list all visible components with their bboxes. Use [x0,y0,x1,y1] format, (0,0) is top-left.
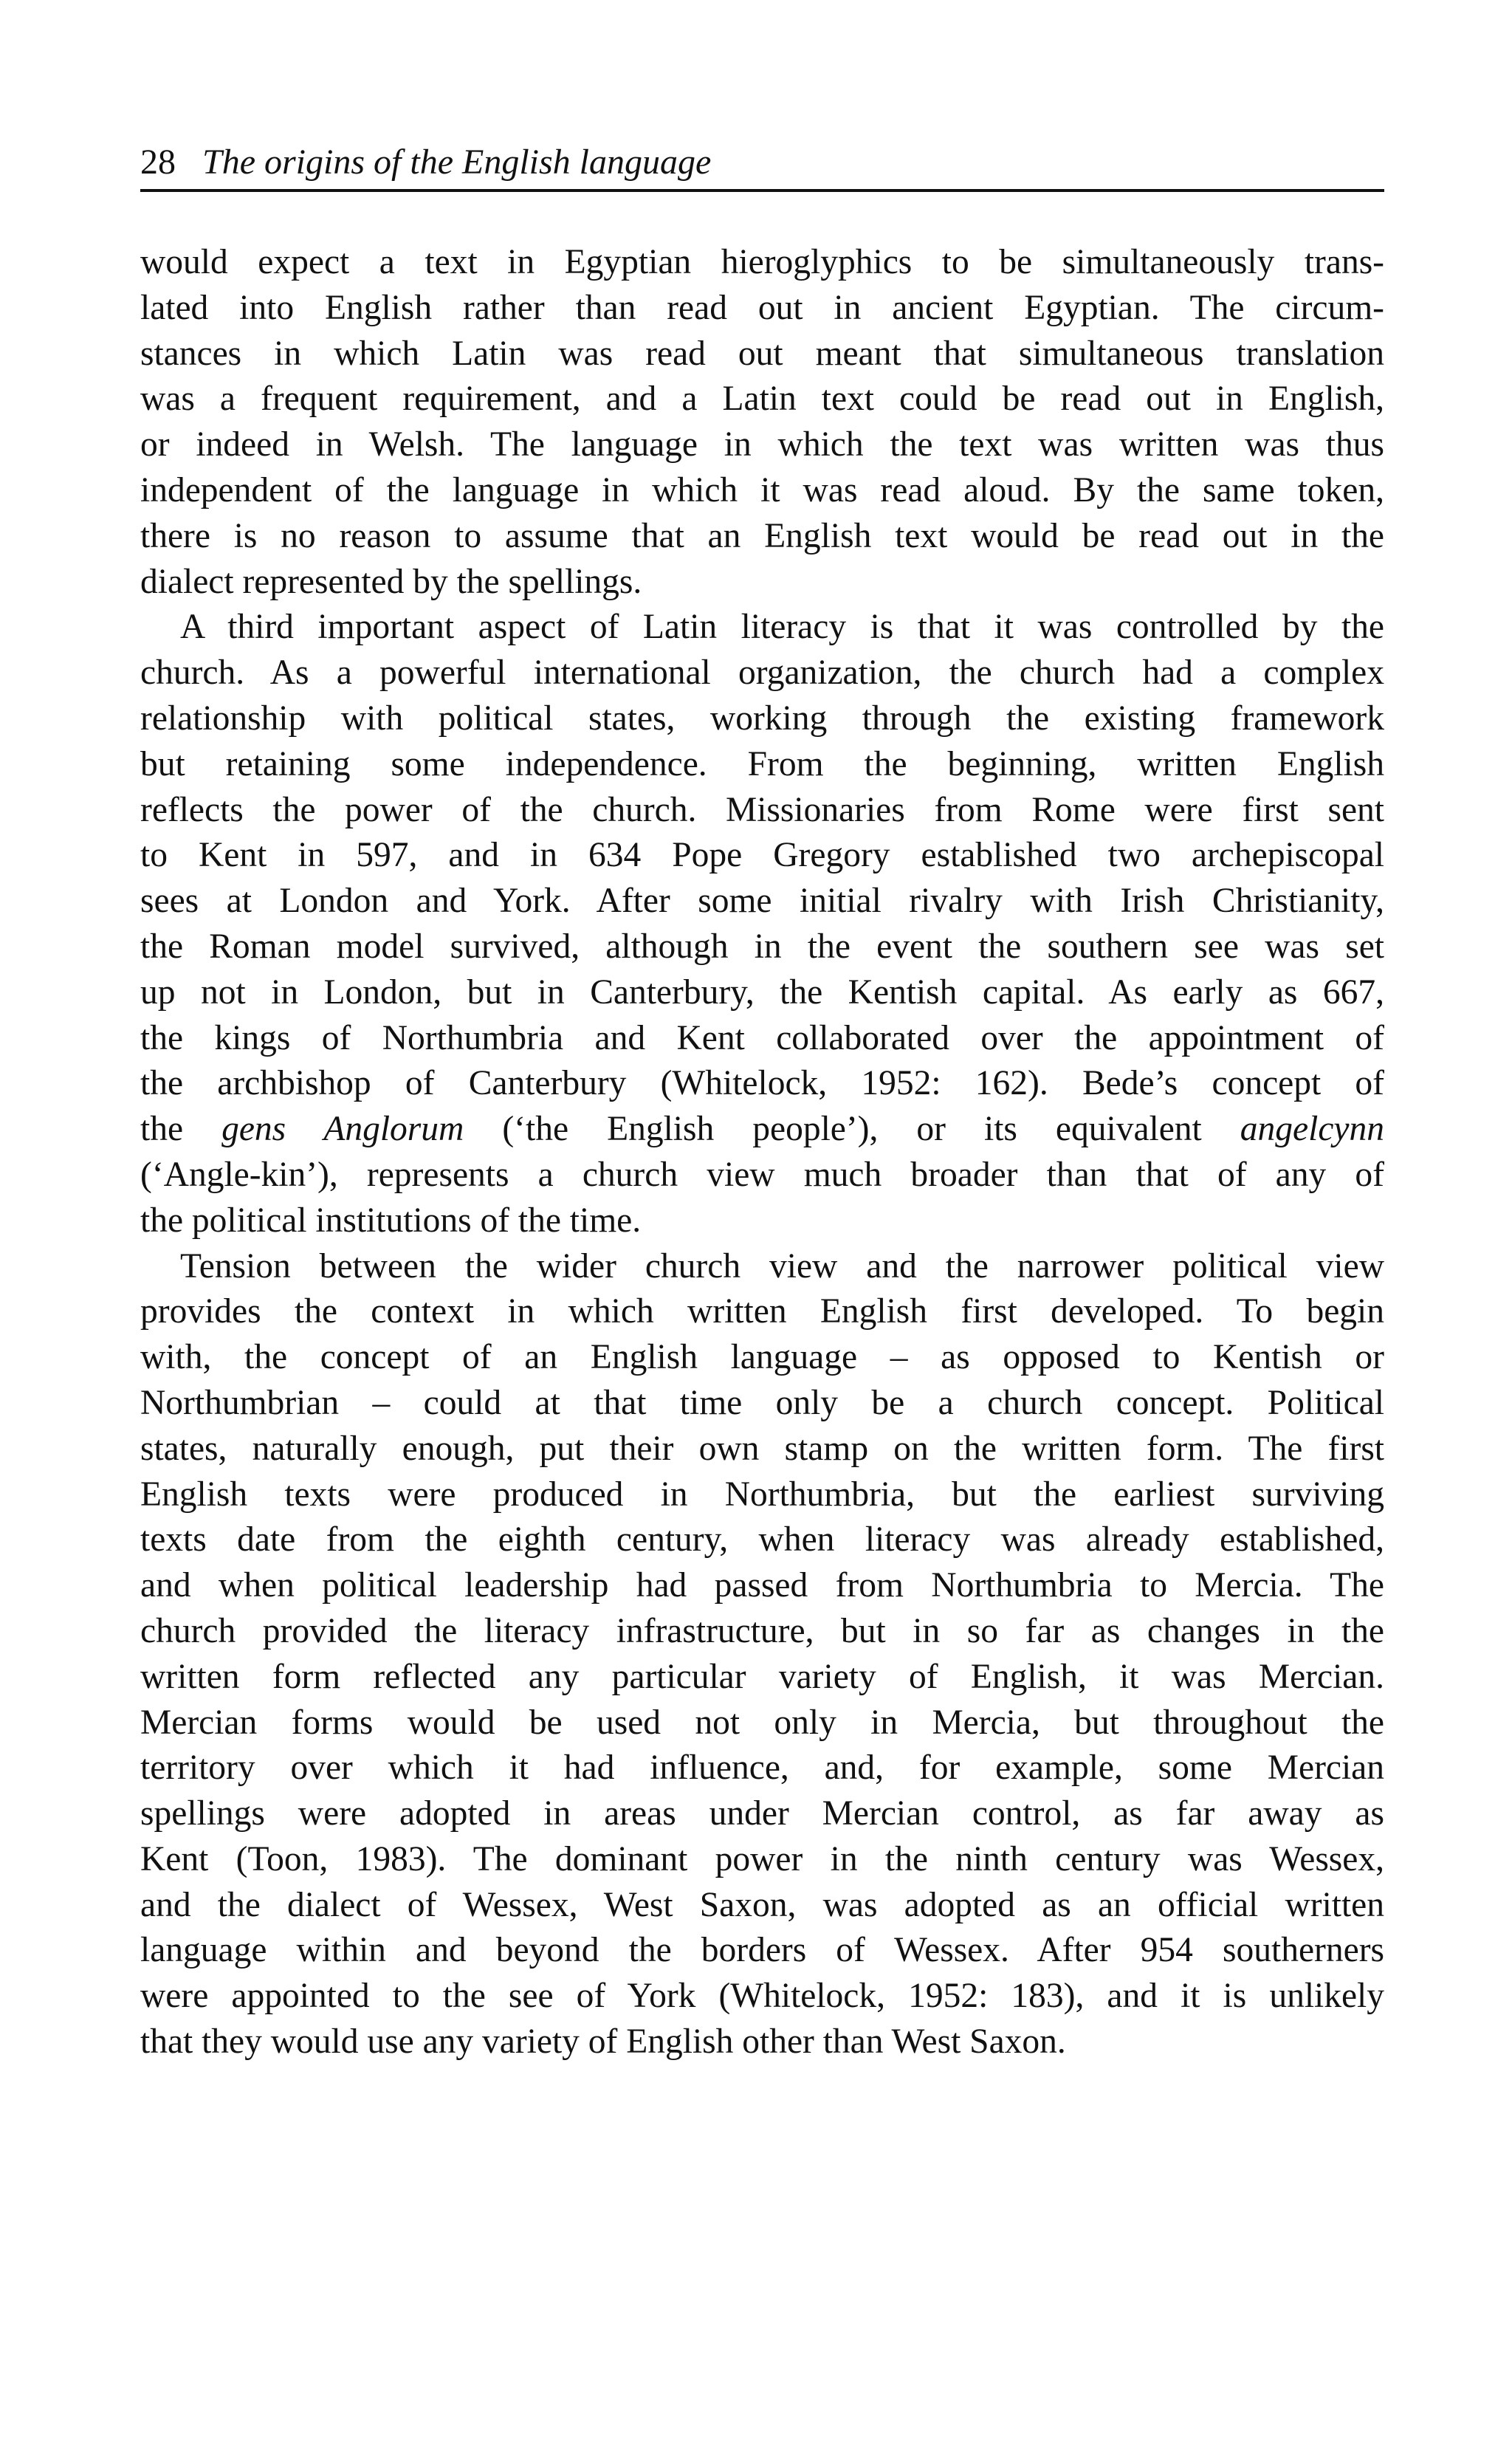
text-line: Kent (Toon, 1983). The dominant power in the ninth century was Wessex, [140,1839,1384,1878]
text-line: the kings of Northumbria and Kent collaborated over the appointment of [140,1018,1384,1057]
text-line: there is no reason to assume that an English text would be read out in the [140,516,1384,555]
paragraph [140,240,1384,605]
text-line: church provided the literacy infrastructure, but in so far as changes in the [140,1611,1384,1650]
text-line: (‘Angle-kin’), represents a church view much broader than that of any of [140,1155,1384,1194]
text-line: Northumbrian – could at that time only be a church concept. Political [140,1383,1384,1422]
text-line: stances in which Latin was read out meant that simultaneous translation [140,334,1384,373]
text-line: with, the concept of an English language – as opposed to Kentish or [140,1338,1384,1377]
page-number: 28 [140,143,176,182]
running-head [140,140,1384,192]
running-title: The origins of the English language [202,143,712,182]
text-line: the Roman model survived, although in the event the southern see was set [140,927,1384,966]
text-line: up not in London, but in Canterbury, the Kentish capital. As early as 667, [140,972,1384,1012]
text-line: and the dialect of Wessex, West Saxon, was adopted as an official written [140,1885,1384,1924]
paragraph [140,1244,1384,2065]
text-line: dialect represented by the spellings. [140,562,642,601]
text-line: provides the context in which written English first developed. To begin [140,1292,1384,1331]
text-line: English texts were produced in Northumbria, but the earliest surviving [140,1475,1384,1514]
text-line: territory over which it had influence, and, for example, some Mercian [140,1748,1384,1788]
text-line: the archbishop of Canterbury (Whitelock, 1952: 162). Bede’s concept of [140,1064,1384,1103]
text-line: were appointed to the see of York (Whitelock, 1952: 183), and it is unlikely [140,1977,1384,2016]
text-line: that they would use any variety of English other than West Saxon. [140,2022,1066,2062]
italic-term: gens Anglorum [221,1110,464,1149]
text-line: written form reflected any particular variety of English, it was Mercian. [140,1657,1384,1696]
text-line: spellings were adopted in areas under Mercian control, as far away as [140,1794,1384,1833]
text-line: independent of the language in which it was read aloud. By the same token, [140,470,1384,509]
text-line: was a frequent requirement, and a Latin text could be read out in English, [140,380,1384,419]
body-text [140,240,1384,2065]
text-line: would expect a text in Egyptian hieroglyphics to be simultaneously trans- [140,243,1384,281]
text-line: church. As a powerful international organization, the church had a complex [140,653,1384,693]
text-line: A third important aspect of Latin literacy is that it was controlled by the [180,608,1384,647]
text-line: lated into English rather than read out in ancient Egyptian. The circum- [140,288,1384,327]
text-line: states, naturally enough, put their own stamp on the written form. The first [140,1429,1384,1468]
text-line: texts date from the eighth century, when literacy was already established, [140,1520,1384,1559]
text-line: but retaining some independence. From the beginning, written English [140,744,1384,783]
text-line: language within and beyond the borders of Wessex. After 954 southerners [140,1931,1384,1970]
text-line: Mercian forms would be used not only in Mercia, but throughout the [140,1703,1384,1742]
text-line: relationship with political states, working through the existing framework [140,699,1384,738]
text-line: Tension between the wider church view and the narrower political view [180,1246,1384,1286]
text-line: and when political leadership had passed from Northumbria to Mercia. The [140,1566,1384,1605]
text-line: the political institutions of the time. [140,1201,642,1240]
paragraph [140,605,1384,1243]
text-line: reflects the power of the church. Missionaries from Rome were first sent [140,790,1384,829]
text-line: to Kent in 597, and in 634 Pope Gregory established two archepiscopal [140,836,1384,875]
text-line: the gens Anglorum (‘the English people’), or its equivalent angelcynn [140,1110,1384,1149]
text-line: or indeed in Welsh. The language in which the text was written was thus [140,425,1384,464]
text-line: sees at London and York. After some initial rivalry with Irish Christianity, [140,882,1384,921]
italic-term: angelcynn [1240,1110,1384,1149]
